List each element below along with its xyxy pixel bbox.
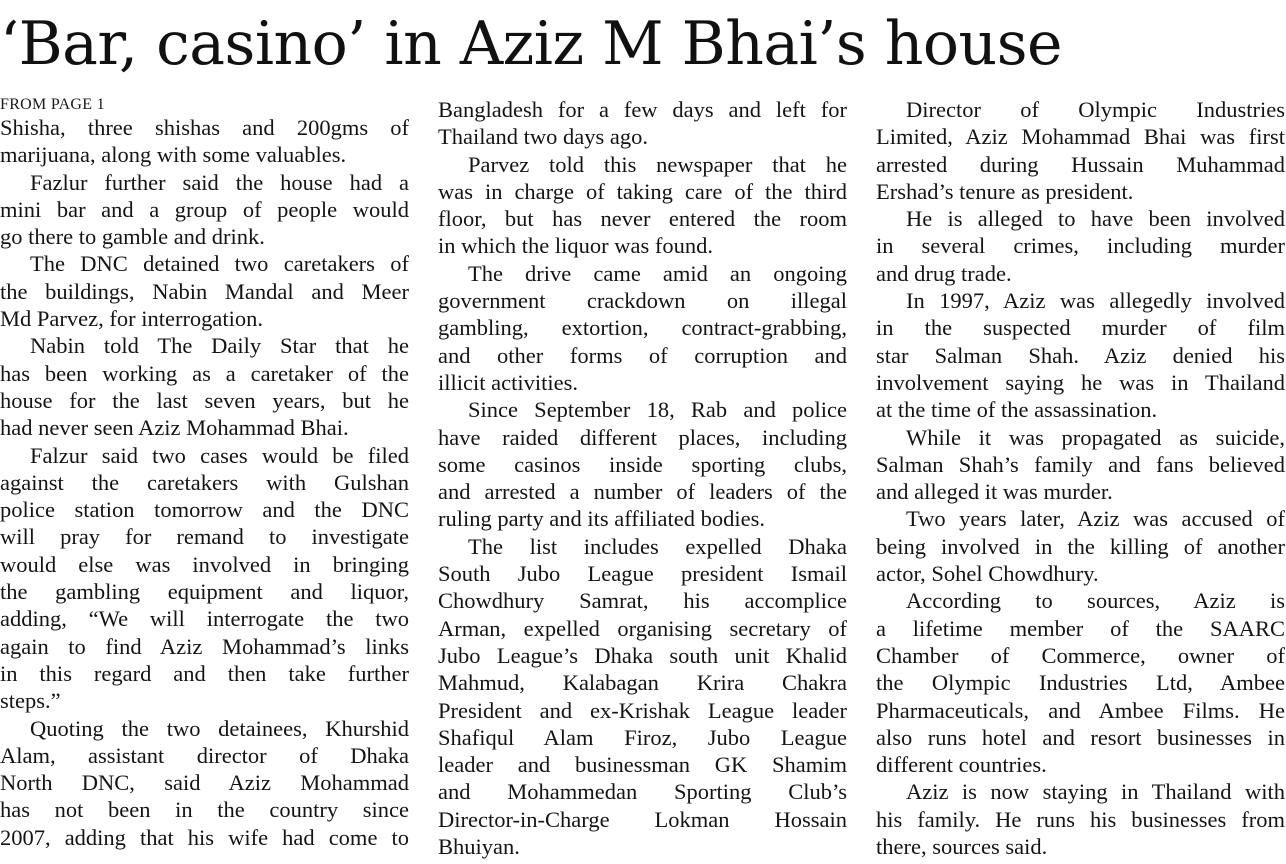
article-line: North DNC, said Aziz Mohammad	[0, 770, 409, 796]
article-line: Salman Shah’s family and fans believed	[876, 451, 1285, 477]
article-line: Quoting the two detainees, Khurshid	[30, 715, 409, 741]
article-line: Limited, Aziz Mohammad Bhai was first	[876, 124, 1285, 150]
article-line: Shisha, three shishas and 200gms of	[0, 115, 409, 140]
article-line: Pharmaceuticals, and Ambee Films. He	[876, 697, 1285, 723]
article-line: the buildings, Nabin Mandal and Meer	[0, 278, 409, 304]
article-line: gambling, extortion, contract-grabbing,	[438, 315, 847, 341]
article-line: floor, but has never entered the room	[438, 206, 847, 232]
article-line: Arman, expelled organising secretary of	[438, 615, 847, 641]
article-line: The DNC detained two caretakers of	[30, 251, 409, 277]
article-line: Falzur said two cases would be filed	[30, 442, 409, 468]
article-line: different countries.	[876, 752, 1047, 778]
article-line: Two years later, Aziz was accused of	[906, 506, 1285, 532]
article-line: has not been in the country since	[0, 797, 409, 823]
article-line: again to find Aziz Mohammad’s links	[0, 633, 409, 659]
article-line: South Jubo League president Ismail	[438, 561, 847, 587]
article-line: have raided different places, including	[438, 424, 847, 450]
article-line: Since September 18, Rab and police	[468, 397, 847, 423]
article-line: had never seen Aziz Mohammad Bhai.	[0, 415, 349, 441]
article-line: In 1997, Aziz was allegedly involved	[906, 288, 1285, 314]
article-line: police station tomorrow and the DNC	[0, 497, 409, 523]
article-line: his family. He runs his businesses from	[876, 806, 1285, 832]
article-line: leader and businessman GK Shamim	[438, 752, 847, 778]
article-line: the gambling equipment and liquor,	[0, 579, 409, 605]
article-line: in the suspected murder of film	[876, 315, 1285, 341]
article-line: will pray for remand to investigate	[0, 524, 409, 550]
article-line: Parvez told this newspaper that he	[468, 151, 847, 177]
article-line: Jubo League’s Dhaka south unit Khalid	[438, 642, 847, 668]
article-line: at the time of the assassination.	[876, 397, 1158, 423]
article-line: Director of Olympic Industries	[906, 97, 1285, 122]
article-line: and arrested a number of leaders of the	[438, 479, 847, 505]
article-column-1	[0, 96, 409, 851]
article-line: a lifetime member of the SAARC	[876, 615, 1285, 641]
article-column-3	[876, 96, 1285, 860]
article-line: in this regard and then take further	[0, 660, 409, 686]
article-line: Aziz is now staying in Thailand with	[906, 779, 1285, 805]
article-line: 2007, adding that his wife had come to	[0, 824, 409, 850]
article-line: also runs hotel and resort businesses in	[876, 724, 1285, 750]
continued-from-label: FROM PAGE 1	[0, 96, 105, 113]
article-line: The list includes expelled Dhaka	[468, 533, 847, 559]
article-line: Shafiqul Alam Firoz, Jubo League	[438, 724, 847, 750]
article-line: and other forms of corruption and	[438, 342, 847, 368]
article-line: government crackdown on illegal	[438, 288, 847, 314]
article-line: Ershad’s tenure as president.	[876, 178, 1134, 204]
article-line: While it was propagated as suicide,	[906, 424, 1285, 450]
headline: ‘Bar, casino’ in Aziz M Bhai’s house	[0, 9, 1062, 79]
article-column-2	[438, 96, 847, 860]
article-line: the Olympic Industries Ltd, Ambee	[876, 670, 1285, 696]
article-line: mini bar and a group of people would	[0, 196, 409, 222]
article-line: involvement saying he was in Thailand	[876, 369, 1285, 395]
article-line: Nabin told The Daily Star that he	[30, 333, 409, 359]
article-line: The drive came amid an ongoing	[468, 260, 847, 286]
article-line: Md Parvez, for interrogation.	[0, 306, 264, 332]
article-line: some casinos inside sporting clubs,	[438, 451, 847, 477]
article-line: and drug trade.	[876, 260, 1012, 286]
article-line: He is alleged to have been involved	[906, 206, 1285, 232]
article-line: against the caretakers with Gulshan	[0, 469, 409, 495]
article-line: being involved in the killing of another	[876, 533, 1285, 559]
article-line: Mahmud, Kalabagan Krira Chakra	[438, 670, 847, 696]
article-line: would else was involved in bringing	[0, 551, 409, 577]
article-line: adding, “We will interrogate the two	[0, 606, 409, 632]
article-line: Chowdhury Samrat, his accomplice	[438, 588, 847, 614]
article-line: Alam, assistant director of Dhaka	[0, 742, 409, 768]
article-line: illicit activities.	[438, 369, 578, 395]
article-line: go there to gamble and drink.	[0, 224, 265, 250]
article-line: house for the last seven years, but he	[0, 387, 409, 413]
article-line: star Salman Shah. Aziz denied his	[876, 342, 1285, 368]
article-line: ruling party and its affiliated bodies.	[438, 506, 766, 532]
article-line: President and ex-Krishak League leader	[438, 697, 847, 723]
article-line: Bangladesh for a few days and left for	[438, 97, 847, 122]
article-line: Director-in-Charge Lokman Hossain	[438, 806, 847, 832]
article-line: there, sources said.	[876, 834, 1048, 860]
article-line: in several crimes, including murder	[876, 233, 1285, 259]
article-line: and Mohammedan Sporting Club’s	[438, 779, 847, 805]
article-line: was in charge of taking care of the third	[438, 178, 847, 204]
article-line: has been working as a caretaker of the	[0, 360, 409, 386]
article-line: arrested during Hussain Muhammad	[876, 151, 1285, 177]
article-line: in which the liquor was found.	[438, 233, 713, 259]
article-line: marijuana, along with some valuables.	[0, 142, 347, 168]
article-line: Bhuiyan.	[438, 834, 520, 860]
article-line: and alleged it was murder.	[876, 479, 1113, 505]
article-line: Thailand two days ago.	[438, 124, 648, 150]
article-line: Chamber of Commerce, owner of	[876, 642, 1285, 668]
article-line: According to sources, Aziz is	[906, 588, 1285, 614]
article-line: Fazlur further said the house had a	[30, 169, 409, 195]
article-line: steps.”	[0, 688, 61, 714]
article-line: actor, Sohel Chowdhury.	[876, 561, 1099, 587]
